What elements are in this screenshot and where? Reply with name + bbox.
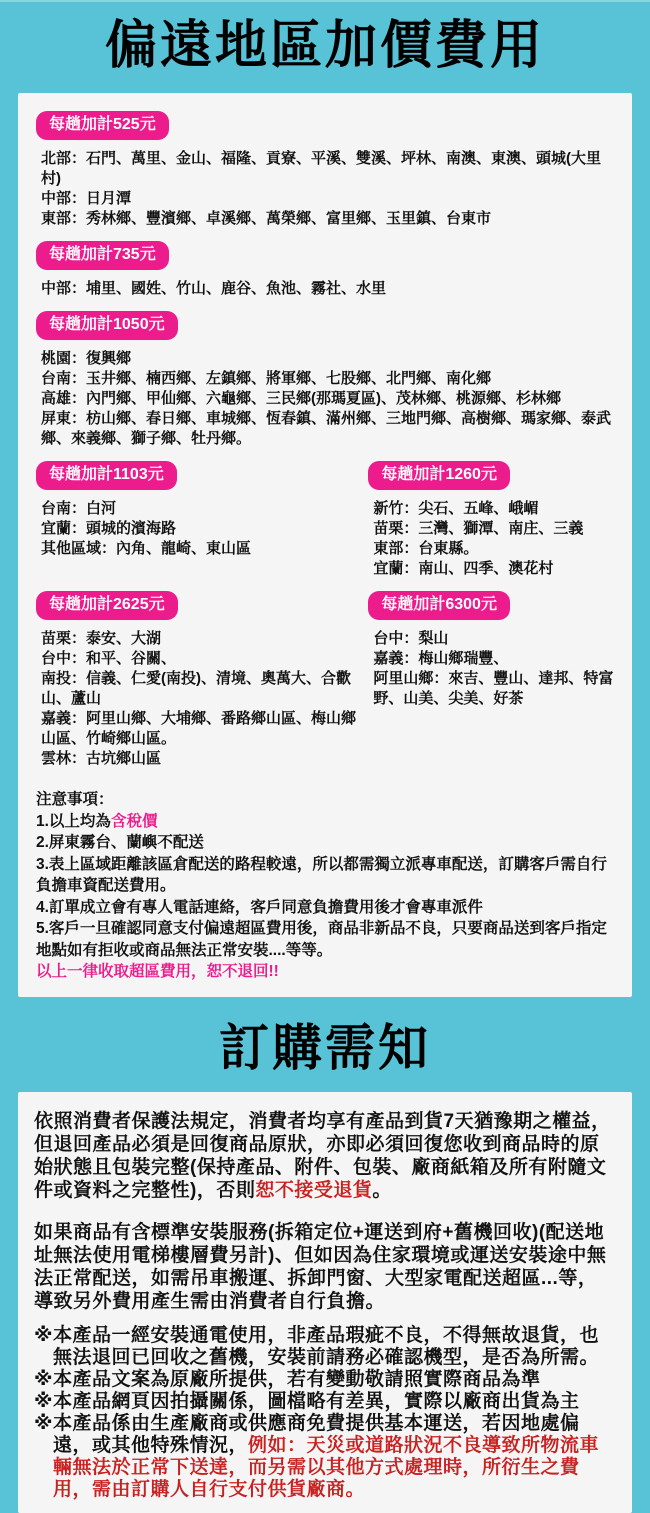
notes-item-1 <box>36 811 614 833</box>
fee-section-6300 <box>368 579 614 709</box>
region-line: 嘉義：梅山鄉瑞豐、 <box>373 650 509 668</box>
ordering-bullet-3: ※本產品網頁因拍攝關係，圖檔略有差異，實際以廠商出貨為主 <box>34 1390 580 1412</box>
region-line: 中部：日月潭 <box>41 190 132 208</box>
region-line: 東部：秀林鄉、豐濱鄉、卓溪鄉、萬榮鄉、富里鄉、玉里鎮、台東市 <box>41 210 492 228</box>
fee-section-1103 <box>36 449 368 559</box>
region-line: 桃園：復興鄉 <box>41 350 132 368</box>
region-line: 其他區域：內角、龍崎、東山區 <box>41 540 252 558</box>
fee-section-735 <box>36 229 614 299</box>
ordering-panel <box>18 1092 632 1513</box>
bullet-text: ※本產品係由生產廠商或供應商免費提供基本運送，若因地處偏遠，或其他特殊情況， <box>34 1412 580 1456</box>
fee-badge-1260: 每趟加計1260元 <box>368 461 510 490</box>
region-line: 苗栗：三灣、獅潭、南庄、三義 <box>373 520 584 538</box>
fee-badge-1050: 每趟加計1050元 <box>36 311 178 340</box>
notes-section <box>36 789 614 983</box>
notes-heading: 注意事項： <box>36 791 114 809</box>
notes-item-1-text: 1.以上均為 <box>36 812 111 830</box>
ordering-bullet-4 <box>34 1413 616 1501</box>
fee-badge-2625: 每趟加計2625元 <box>36 591 178 620</box>
fee-badge-735: 每趟加計735元 <box>36 241 169 270</box>
notes-item-4: 4.訂單成立會有專人電話連絡，客戶同意負擔費用後才會專車派件 <box>36 898 483 916</box>
region-line: 台南：玉井鄉、楠西鄉、左鎮鄉、將軍鄉、七股鄉、北門鄉、南化鄉 <box>41 370 492 388</box>
region-line: 新竹：尖石、五峰、峨嵋 <box>373 500 539 518</box>
fee-section-1260 <box>368 449 614 579</box>
no-return-warning: 恕不接受退貨 <box>255 1179 373 1201</box>
region-line: 阿里山鄉：來吉、豐山、達邦、特富野、山美、尖美、好茶 <box>373 670 614 708</box>
page-title-surcharge: 偏遠地區加價費用 <box>104 17 545 75</box>
fee-badge-525: 每趟加計525元 <box>36 111 169 140</box>
region-line: 台南：白河 <box>41 500 117 518</box>
ordering-paragraph-return-policy <box>34 1110 616 1202</box>
region-line: 宜蘭：頭城的濱海路 <box>41 520 177 538</box>
surcharge-panel <box>18 93 632 997</box>
region-line: 台中：梨山 <box>373 630 449 648</box>
paragraph-text: 。 <box>372 1179 392 1201</box>
region-line: 雲林：古坑鄉山區 <box>41 750 162 768</box>
paragraph-text: 依照消費者保護法規定，消費者均享有產品到貨7天猶豫期之權益，但退回產品必須是回復商品原狀，亦即必須回復您收到商品時的原始狀態且包裝完整(保持產品、附件、包裝、廠商紙箱及所有附隨文件或資料之完整性)，否則 <box>34 1110 611 1201</box>
special-case-warning: 例如：天災或道路狀況不良導致所物流車輛無法於正常下送達，而另需以其他方式處理時，所衍生之費用，需由訂購人自行支付供貨廠商。 <box>53 1434 600 1500</box>
region-line: 北部：石門、萬里、金山、福隆、貢寮、平溪、雙溪、坪林、南澳、東澳、頭城(大里村) <box>41 150 601 188</box>
region-line: 南投：信義、仁愛(南投)、清境、奧萬大、合歡山、蘆山 <box>41 670 351 708</box>
notes-item-2: 2.屏東霧台、蘭嶼不配送 <box>36 834 204 852</box>
ordering-paragraph-install-service: 如果商品有含標準安裝服務(拆箱定位+運送到府+舊機回收)(配送地址無法使用電梯樓層費另計)、但如因為住家環境或運送安裝途中無法正常配送，如需吊車搬運、拆卸門窗、大型家電配送超區...等，導致另外費用產生需由消費者自行負擔。 <box>34 1221 607 1312</box>
fee-badge-1103: 每趟加計1103元 <box>36 461 177 490</box>
region-line: 台中：和平、谷關、 <box>41 650 177 668</box>
region-line: 高雄：內門鄉、甲仙鄉、六龜鄉、三民鄉(那瑪夏區)、茂林鄉、桃源鄉、杉林鄉 <box>41 390 561 408</box>
notes-item-3: 3.表上區域距離該區倉配送的路程較遠，所以都需獨立派專車配送，訂購客戶需自行負擔車資配送費用。 <box>36 855 607 895</box>
page-title-ordering: 訂購需知 <box>219 1019 431 1076</box>
fee-row-1103-1260 <box>36 449 614 579</box>
region-line: 宜蘭：南山、四季、澳花村 <box>373 560 554 578</box>
region-line: 苗栗：泰安、大湖 <box>41 630 162 648</box>
notes-warning: 以上一律收取超區費用，恕不退回!! <box>36 963 279 981</box>
fee-row-2625-6300 <box>36 579 614 769</box>
region-line: 屏東：枋山鄉、春日鄉、車城鄉、恆春鎮、滿州鄉、三地門鄉、高樹鄉、瑪家鄉、泰武鄉、來義鄉、獅子鄉、牡丹鄉。 <box>41 410 612 448</box>
notes-item-5: 5.客戶一旦確認同意支付偏遠超區費用後，商品非新品不良，只要商品送到客戶指定地點如有拒收或商品無法正常安裝....等等。 <box>36 920 607 959</box>
ordering-bullet-2: ※本產品文案為原廠所提供，若有變動敬請照實際商品為準 <box>34 1368 541 1390</box>
notes-item-1-highlight: 含稅價 <box>110 812 158 830</box>
fee-badge-6300: 每趟加計6300元 <box>368 591 510 620</box>
region-line: 中部：埔里、國姓、竹山、鹿谷、魚池、霧社、水里 <box>41 280 387 298</box>
fee-section-2625 <box>36 579 368 769</box>
region-line: 東部：台東縣。 <box>373 540 479 558</box>
fee-section-1050 <box>36 299 614 449</box>
ordering-bullet-1: ※本產品一經安裝通電使用，非產品瑕疵不良，不得無故退貨，也無法退回已回收之舊機，安裝前請務必確認機型，是否為所需。 <box>34 1324 600 1368</box>
fee-section-525 <box>36 99 614 229</box>
region-line: 嘉義：阿里山鄉、大埔鄉、番路鄉山區、梅山鄉山區、竹崎鄉山區。 <box>41 710 357 748</box>
